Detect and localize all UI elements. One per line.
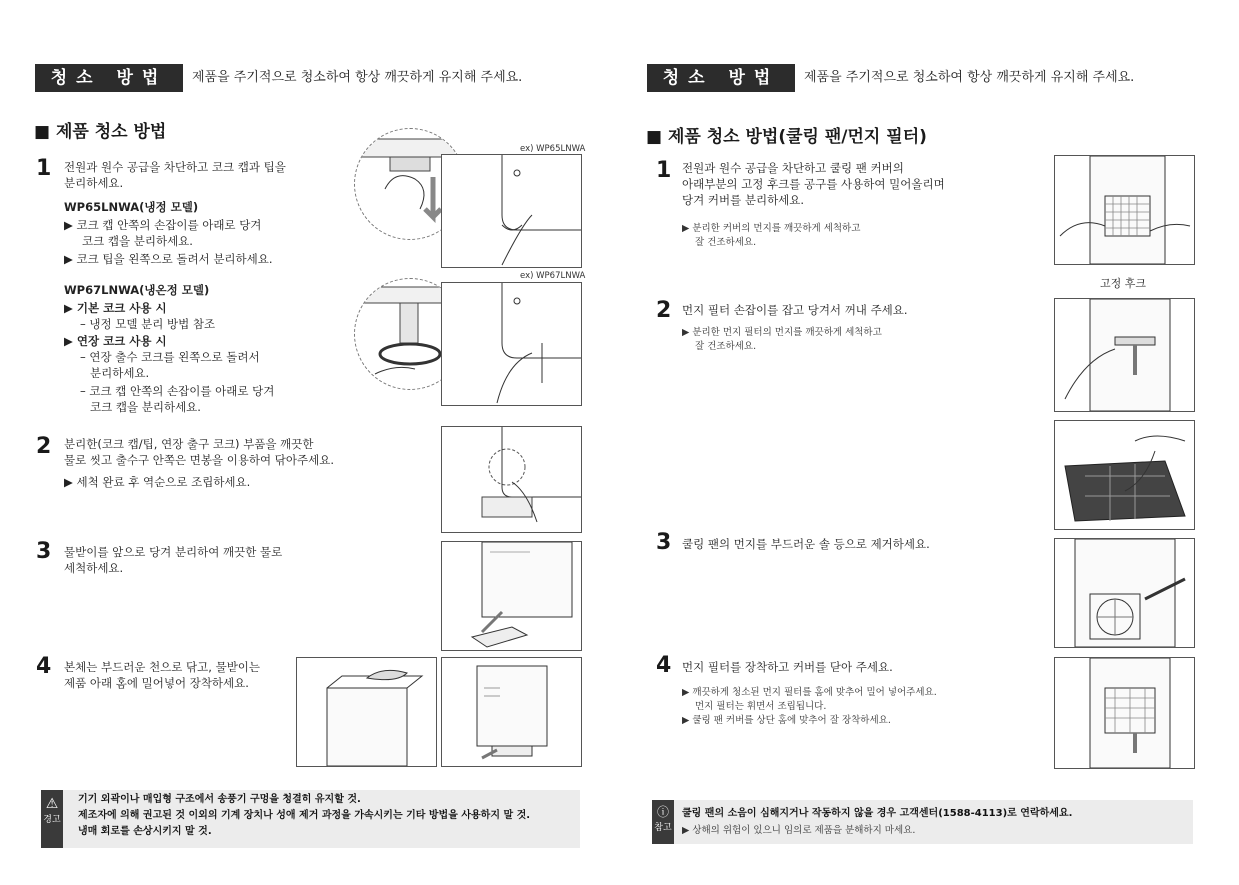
bullet-text: ▶ 깨끗하게 청소된 먼지 필터를 홈에 맞추어 밀어 넣어주세요. xyxy=(682,687,937,698)
bullet-text: ▶ 코크 캡 안쪽의 손잡이를 아래로 당겨 xyxy=(64,218,262,232)
cleaning-method-badge: 청소 방법 xyxy=(647,64,795,92)
bullet-text: 코크 캡을 분리하세요. xyxy=(90,400,201,414)
step-text: 아래부분의 고정 후크를 공구를 사용하여 밀어올리며 xyxy=(682,177,945,191)
note-text: ▶ 상해의 위험이 있으니 임의로 제품을 분해하지 마세요. xyxy=(682,825,916,836)
step-number: 3 xyxy=(656,530,672,555)
step-number: 1 xyxy=(656,158,672,183)
fixing-hook-callout: 고정 후크 xyxy=(1100,277,1147,290)
step-text: 분리하세요. xyxy=(64,176,124,190)
dust-filter-washing-illustration xyxy=(1054,420,1195,530)
step-text: 당겨 커버를 분리하세요. xyxy=(682,193,805,207)
note-text: 쿨링 팬의 소음이 심해지거나 작동하지 않을 경우 고객센터(1588-4113)로 연락하세요. xyxy=(682,808,1073,819)
step-text: 전원과 원수 공급을 차단하고 쿨링 팬 커버의 xyxy=(682,161,904,175)
warning-text: 제조자에 의해 권고된 것 이외의 기계 장치나 성애 제거 과정을 가속시키는 기타 방법을 사용하지 말 것. xyxy=(78,810,531,821)
model-name: WP65LNWA(냉정 모델) xyxy=(64,200,199,214)
dust-filter-pull-illustration xyxy=(1054,298,1195,412)
step-text: 전원과 원수 공급을 차단하고 코크 캡과 팁을 xyxy=(64,160,286,174)
model-name: WP67LNWA(냉온정 모델) xyxy=(64,283,210,297)
step-text: 물받이를 앞으로 당겨 분리하여 깨끗한 물로 xyxy=(64,545,283,559)
step-number: 2 xyxy=(36,434,52,459)
header-description: 제품을 주기적으로 청소하여 항상 깨끗하게 유지해 주세요. xyxy=(192,70,523,85)
wp65lnwa-illustration xyxy=(441,154,582,268)
bullet-text: ▶ 분리한 먼지 필터의 먼지를 깨끗하게 세척하고 xyxy=(682,327,882,338)
bullet-text: – 코크 캡 안쪽의 손잡이를 아래로 당겨 xyxy=(80,384,275,398)
warning-text: 기기 외곽이나 매입형 구조에서 송풍기 구멍을 청결히 유지할 것. xyxy=(78,794,361,805)
bullet-text: ▶ 코크 팁을 왼쪽으로 돌려서 분리하세요. xyxy=(64,252,273,266)
header-description: 제품을 주기적으로 청소하여 항상 깨끗하게 유지해 주세요. xyxy=(804,70,1135,85)
body-wiping-illustration xyxy=(296,657,437,767)
bullet-text: – 연장 출수 코크를 왼쪽으로 돌려서 xyxy=(80,350,260,364)
right-page xyxy=(620,0,1239,885)
bullet-text: 잘 건조하세요. xyxy=(695,341,757,352)
sub-heading: ▶ 연장 코크 사용 시 xyxy=(64,334,167,348)
bullet-text: 분리하세요. xyxy=(90,366,150,380)
step-text: 분리한(코크 캡/팁, 연장 출구 코크) 부품을 깨끗한 xyxy=(64,437,314,451)
bullet-text: ▶ 분리한 커버의 먼지를 깨끗하게 세척하고 xyxy=(682,223,861,234)
step-text: 먼지 필터 손잡이를 잡고 당겨서 꺼내 주세요. xyxy=(682,303,908,317)
bullet-text: ▶ 세척 완료 후 역순으로 조립하세요. xyxy=(64,475,251,489)
sub-heading: ▶ 기본 코크 사용 시 xyxy=(64,301,167,315)
fan-cover-removal-illustration xyxy=(1054,155,1195,265)
step-number: 1 xyxy=(36,156,52,181)
bullet-text: ▶ 쿨링 팬 커버를 상단 홈에 맞추어 잘 장착하세요. xyxy=(682,715,891,726)
step-number: 3 xyxy=(36,539,52,564)
nozzle-cleaning-illustration xyxy=(441,426,582,533)
drip-tray-install-illustration xyxy=(441,657,582,767)
cleaning-method-badge: 청소 방법 xyxy=(35,64,183,92)
bullet-text: 코크 캡을 분리하세요. xyxy=(82,234,193,248)
step-number: 4 xyxy=(656,653,672,678)
warning-icon: ⚠ 경고 xyxy=(41,790,63,848)
drip-tray-removal-illustration xyxy=(441,541,582,651)
cooling-fan-brushing-illustration xyxy=(1054,538,1195,648)
wp67lnwa-illustration xyxy=(441,282,582,406)
bullet-text: – 냉정 모델 분리 방법 참조 xyxy=(80,317,216,331)
step-text: 쿨링 팬의 먼지를 부드러운 솔 등으로 제거하세요. xyxy=(682,537,930,551)
step-text: 본체는 부드러운 천으로 닦고, 물받이는 xyxy=(64,660,261,674)
bullet-text: 잘 건조하세요. xyxy=(695,237,757,248)
info-icon: ⓘ 참고 xyxy=(652,800,674,844)
note-label: 참고 xyxy=(654,823,672,833)
filter-install-illustration xyxy=(1054,657,1195,769)
step-text: 제품 아래 홈에 밀어넣어 장착하세요. xyxy=(64,676,249,690)
step-text: 먼지 필터를 장착하고 커버를 닫아 주세요. xyxy=(682,660,893,674)
step-number: 4 xyxy=(36,654,52,679)
figure-caption: ex) WP65LNWA xyxy=(520,144,586,154)
step-text: 세척하세요. xyxy=(64,561,124,575)
bullet-text: 먼지 필터는 휘면서 조립됩니다. xyxy=(695,701,827,712)
warning-label: 경고 xyxy=(43,815,61,825)
step-text: 물로 씻고 출수구 안쪽은 면봉을 이용하여 닦아주세요. xyxy=(64,453,334,467)
figure-caption: ex) WP67LNWA xyxy=(520,271,586,281)
step-number: 2 xyxy=(656,298,672,323)
section-title: ■ 제품 청소 방법(쿨링 팬/먼지 필터) xyxy=(646,127,927,147)
left-page xyxy=(0,0,619,885)
warning-text: 냉매 회로를 손상시키지 말 것. xyxy=(78,826,212,837)
section-title: ■ 제품 청소 방법 xyxy=(34,122,167,142)
